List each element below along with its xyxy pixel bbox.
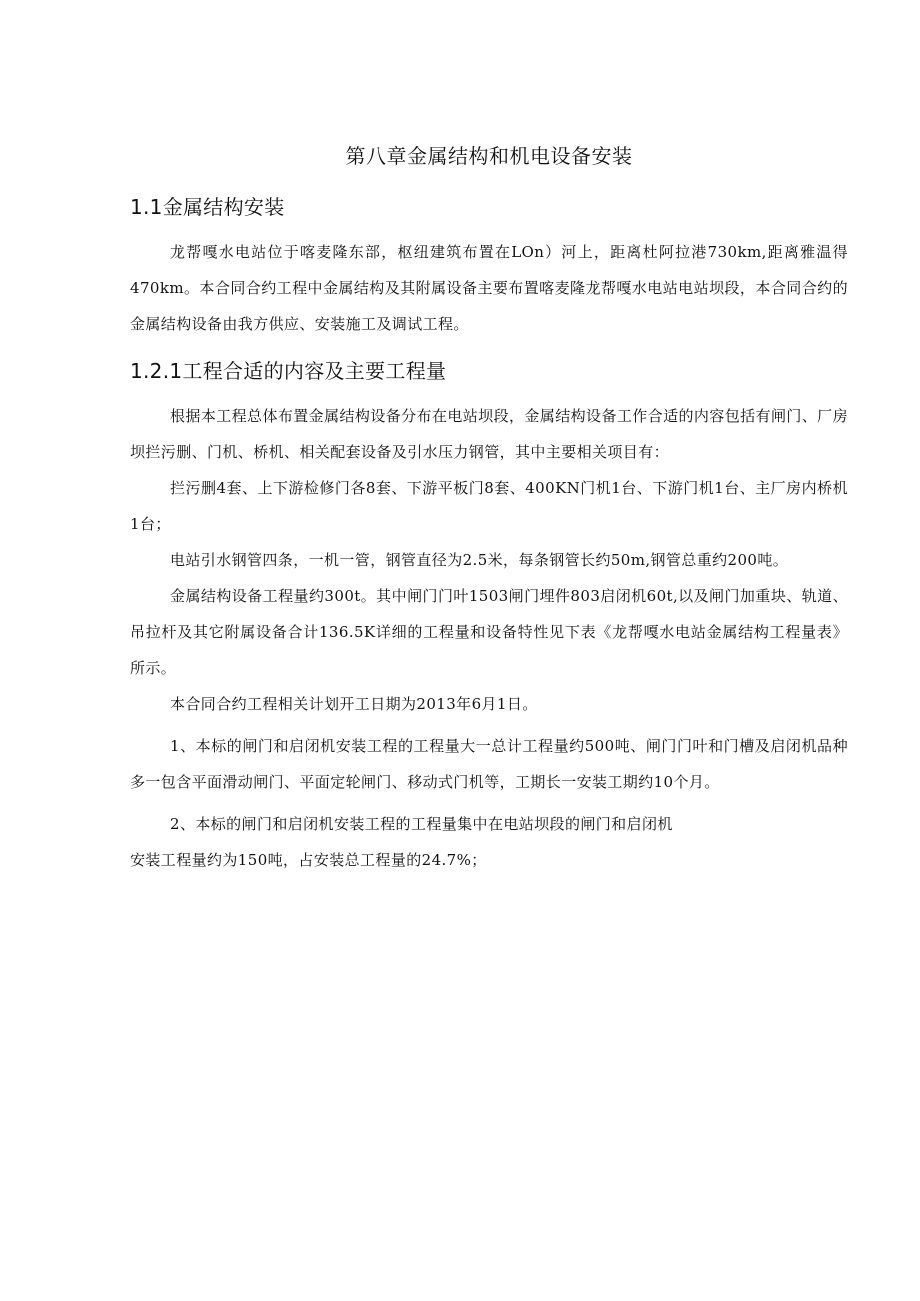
section-heading-1-1: 1.1金属结构安装 (130, 195, 285, 219)
paragraph-scope-overview: 根据本工程总体布置金属结构设备分布在电站坝段，金属结构设备工作合适的内容包括有闸门、厂房坝拦污删、门机、桥机、相关配套设备及引水压力钢管，其中主要相关项目有： (130, 407, 848, 461)
section-heading-1-2-1: 1.2.1工程合适的内容及主要工程量 (130, 359, 447, 383)
paragraph-start-date: 本合同合约工程相关计划开工日期为2013年6月1日。 (170, 695, 538, 713)
document-body (130, 140, 848, 878)
paragraph-item-2: 2、本标的闸门和启闭机安装工程的工程量集中在电站坝段的闸门和启闭机 (170, 815, 673, 833)
paragraph-metal-quantity: 金属结构设备工程量约300t。其中闸门门叶1503闸门埋件803启闭机60t,以及闸门加重块、轨道、吊拉杆及其它附属设备合计136.5K详细的工程量和设备特性见下表《龙帮嘎水电站金属结构工程量表》所示。 (130, 587, 848, 677)
paragraph-item-1: 1、本标的闸门和启闭机安装工程的工程量大一总计工程量约500吨、闸门门叶和门槽及启闭机品种多一包含平面滑动闸门、平面定轮闸门、移动式门机等，工期长一安装工期约10个月。 (130, 737, 848, 791)
paragraph-penstock: 电站引水钢管四条，一机一管，钢管直径为2.5米，每条钢管长约50m,钢管总重约200吨。 (170, 551, 789, 569)
paragraph-equipment-list: 拦污删4套、上下游检修门各8套、下游平板门8套、400KN门机1台、下游门机1台、主厂房内桥机1台； (130, 479, 848, 533)
paragraph-project-location: 龙帮嘎水电站位于喀麦隆东部，枢纽建筑布置在LOn）河上，距离杜阿拉港730km,距离雅温得470km。本合同合约工程中金属结构及其附属设备主要布置喀麦隆龙帮嘎水电站电站坝段，本合同合约的金属结构设备由我方供应、安装施工及调试工程。 (130, 243, 848, 333)
paragraph-item-2-continuation: 安装工程量约为150吨，占安装总工程量的24.7%； (130, 851, 487, 869)
chapter-title: 第八章金属结构和机电设备安装 (345, 144, 633, 168)
